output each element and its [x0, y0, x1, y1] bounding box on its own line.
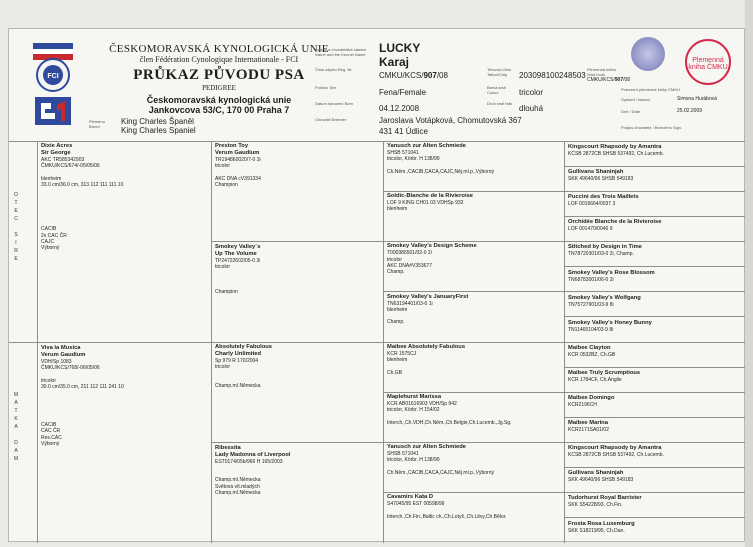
pedigree-line: Champ. [387, 269, 405, 276]
issued-value: Simona Hurábová [677, 96, 718, 102]
ancestor-name: Gullivans Shaninjah [568, 470, 624, 477]
dob-label: Datum narození Born [315, 101, 354, 106]
pedigree-certificate [8, 28, 745, 542]
date-label: Dne / Date [621, 109, 641, 114]
breeder-label: Chovatel Breeder [315, 117, 347, 122]
pedigree-line: SHSB 571041 [387, 150, 419, 156]
ancestor-reg: SKK S18219/95, Ch.Dan. [568, 527, 625, 534]
pedigree-line: Champ.mI.Německa [215, 489, 261, 496]
pedigree-line: LOF 9 KING CH01 03 VDHSp 932 [387, 200, 464, 207]
dam-cell: Viva la Musica Verum Gaudium VDH/Sp 1083 ČMKU/KCS/768/-06/05/06 tricolor 30.0 cm/35.0 cm, 211 112 111 241 10 CACIB CAC ČR Res.CAC Výborný [39, 343, 209, 543]
ancestor-name: Maibee Domingo [568, 395, 615, 401]
ancestor-cell [566, 191, 744, 216]
ancestor-reg: SKK 49640/96 SHSB 549183 [568, 176, 634, 183]
grandparent-name-2: Up The Volume [215, 250, 257, 257]
ancestor-cell [566, 166, 744, 191]
pedigree-line: Interch.,Ch.Fin.,Baltic ch.,Ch.Lotyš.,Ch.Litvy,Ch.Bělor. [387, 513, 507, 520]
pedigree-line: Interch.,Ch.VDH,Ch.Něm.,Ch.Belgie,Ch.Lucemb.,Jg.Sg. [387, 419, 512, 426]
book-prefix: CMKU/KCS/ [587, 77, 615, 83]
reg-prefix: CMKU/KCS/ [379, 71, 424, 80]
grandparent-name-1: Ribessita [215, 444, 241, 451]
pedigree-line: T000386501/02-0 2i [387, 250, 432, 257]
ancestor-cell [566, 417, 744, 442]
great-grandparent-name: Smokey Valley's JanuaryFirst [387, 293, 469, 300]
ancestor-name: Stitched by Design in Time [568, 244, 642, 251]
ancestor-name: Kingscourt Rhapsody by Amantra [568, 144, 662, 150]
ancestor-name: Frosta Rosa Luxemburg [568, 520, 635, 527]
pedigree-line: AKC DNA cV391334 [215, 175, 261, 182]
ancestor-reg: KCR2171SA01/02 [568, 427, 609, 434]
document-title: PRŮKAZ PŮVODU PSA [133, 67, 305, 83]
sex-value: Fena/Female [379, 88, 427, 97]
breed-value [121, 117, 196, 135]
dam-name-2: Verum Gaudium [41, 352, 86, 358]
great-grandparent-name: Yanusch zur Alten Schmiede [387, 143, 467, 149]
ancestor-reg: TN75727901/03-9 8i [568, 301, 614, 308]
ancestor-cell [566, 442, 744, 467]
dob-value: 04.12.2008 [379, 104, 420, 113]
grandparent-name-2: Verum Gaudium [215, 150, 260, 156]
grandparent-cell [213, 443, 381, 543]
pedigree-line: blenheim [387, 306, 408, 313]
ancestor-name: Orchidée Blanche de la Rivieroise [568, 219, 662, 226]
breed-label: Plemeno Breed [89, 119, 105, 129]
pedigree-line: tricolor, Körbr. H 138/99 [387, 156, 440, 163]
ancestor-cell [566, 141, 744, 166]
ancestor-cell [566, 216, 744, 241]
ancestor-name: Smokey Valley's Honey Bunny [568, 319, 652, 326]
pedigree-line: tricolor, Körbr. H 154/02 [387, 407, 440, 414]
pedigree-line: Champion [215, 182, 238, 189]
reg-suffix: /08 [436, 71, 448, 80]
dam-name-1: Viva la Musica [41, 345, 81, 351]
reg-bold: 907 [423, 71, 437, 80]
pedigree-line: S47045/95 EST 00598/99 [387, 501, 445, 508]
ancestor-reg: LOF 001470/0046 9 [568, 226, 613, 233]
pedigree-line: Champion [215, 288, 238, 295]
svg-text:FCI: FCI [47, 73, 59, 80]
ancestor-reg: KCR 0532BZ, Ch.GB [568, 351, 616, 358]
grandparent-name-1: Preston Toy [215, 143, 249, 149]
breed-en: King Charles Spaniel [121, 126, 196, 135]
colour-label: Barva srsti Colour [487, 85, 506, 95]
ancestor-name: Maibee Clayton [568, 344, 611, 351]
pedigree-line: tricolor [387, 256, 403, 263]
pedigree-line: Champ.mI.Německa [215, 477, 261, 484]
grandparent-cell [213, 342, 381, 442]
issued-label: Vystavil / Issued [621, 97, 650, 102]
sire-cell: Dixie Acres Sir George AKC TR585342903 ČMKU/KCS/674/-05/05/06 blenheim 33.0 cm/36.0 cm, 313 112 111 111 10 CACIB 2x CAC ČR CAJC Výborný [39, 141, 209, 341]
coat-value: dlouhá [519, 104, 544, 113]
book-bold: 907 [614, 77, 624, 83]
ancestor-name: Tudorhurst Royal Barrister [568, 495, 642, 502]
pedigree-line: Ch.Něm.,CACIB,CACA,CAJC,Něj.ml.p.,Výborný [387, 168, 494, 175]
org-address-name: Českomoravská kynologická unie [146, 95, 292, 105]
dam-side-label: M A T K A D A M [13, 392, 19, 462]
pedigree-line: tricolor, Körbr. H 138/99 [387, 457, 440, 464]
cmku-fci-logo-icon [29, 43, 77, 133]
pedigree-line: TP24722602/05-0 3i [215, 257, 261, 264]
ancestor-name: Gullivans Shaninjah [568, 169, 624, 176]
dog-name: LUCKY [379, 41, 421, 55]
org-address-street: Jankovcova 53/C, 170 00 Praha 7 [148, 105, 290, 115]
reg-number [379, 71, 448, 80]
stamp-text: Plemenná kniha ČMKU [688, 57, 728, 71]
ancestor-cell [566, 292, 744, 317]
ancestor-reg: KCR2196CH [568, 402, 597, 408]
pedigree-line: tricolor [215, 364, 231, 371]
great-grandparent-cell [385, 241, 562, 291]
stud-book-number [587, 77, 630, 83]
ancestor-name: Smokey Valley's Wolfgang [568, 294, 641, 301]
ancestor-reg: SKK S54228/93, Ch.Fin. [568, 502, 623, 509]
breed-cz: King Charles Španěl [121, 117, 194, 126]
ancestor-reg: LOF 0016664/0037 3 [568, 201, 616, 208]
scan-edge [745, 0, 753, 547]
breeder-sign-label: Podpis chovatele / Breeder's Sign. [621, 125, 683, 130]
ancestor-reg: SKK 49640/96 SHSB 549183 [568, 477, 634, 484]
pedigree-line: blenheim [387, 206, 408, 213]
pedigree-line: Champ.mI.Německa [215, 383, 261, 390]
pedigree-line: AKC DNA#V353677 [387, 262, 433, 269]
pedigree-line: TR194860020/7-0 3i [215, 157, 261, 163]
colour-value: tricolor [519, 88, 544, 97]
ancestor-cell [566, 492, 744, 517]
keeper-label: Potvrzení plemenné knihy ČMKU [621, 87, 680, 92]
pedigree-line: KCR AB01616903 VDH/Sp 942 [387, 401, 457, 407]
org-membership: člen Fédération Cynologique Internationale - FCI [139, 55, 299, 64]
pedigree-line: Champ. [387, 319, 405, 326]
pedigree-line: SHSB 571041 [387, 451, 419, 458]
grandparent-name-1: Absolutely Fabulous [215, 344, 273, 350]
great-grandparent-name: Smokey Valley's Design Scheme [387, 243, 477, 250]
book-suffix: /08 [623, 77, 631, 83]
document-subtitle: PEDIGREE [202, 84, 236, 92]
ancestor-cell [566, 342, 744, 367]
ancestor-cell [566, 467, 744, 492]
great-grandparent-name: Cavamirs Kata D [387, 494, 434, 501]
ancestor-name: Smokey Valley's Rose Blossom [568, 269, 655, 276]
grandparent-cell [213, 141, 381, 241]
sire-name-1: Dixie Acres [41, 143, 73, 149]
ancestor-cell [566, 392, 744, 417]
pedigree-line: Sp 979 R 170/2004 [215, 358, 259, 364]
chip-label: Tetovací číslo Tattoo/Chip [487, 67, 512, 77]
sire-side-label: O T E C S I R E [14, 192, 18, 262]
pedigree-line: EST0174/05b/966 H 165/2003 [215, 458, 283, 465]
pedigree-line: KCR 1575CJ [387, 350, 417, 357]
great-grandparent-cell [385, 141, 562, 191]
great-grandparent-cell [385, 442, 562, 492]
pedigree-line: TN63194401/03-0 1i [387, 300, 433, 307]
stud-book-stamp [685, 39, 731, 85]
ancestor-name: Puccini des Trois Maillets [568, 194, 639, 201]
great-grandparent-name: Maibee Absolutely Fabulous [387, 343, 466, 350]
date-value: 25.02.2009 [677, 108, 703, 114]
kennel-name: Karaj [379, 55, 410, 69]
breeder-address-2: 431 41 Údlice [379, 127, 428, 136]
ancestor-reg: TN78720301/03-0 2i, Champ. [568, 251, 634, 258]
name-label: Jméno a chovatelská stanice Name and the Kennel Name [315, 47, 367, 57]
great-grandparent-cell [385, 292, 562, 342]
ancestor-reg: TN11465104/03-9 8i [568, 326, 614, 333]
ancestor-reg: KCSB 2872CB SHSB 537492, Ch.Lucemb. [568, 151, 664, 157]
ancestor-cell [566, 317, 744, 342]
grandparent-name-2: Charly Unlimited [215, 351, 262, 357]
great-grandparent-cell [385, 342, 562, 392]
pedigree-line: tricolor [215, 263, 231, 270]
sex-label: Pohlaví Sex [315, 85, 337, 90]
hologram-seal-icon [631, 37, 665, 71]
ancestor-cell [566, 241, 744, 266]
org-name: ČESKOMORAVSKÁ KYNOLOGICKÁ UNIE [109, 43, 329, 55]
grandparent-name-2: Lady Madonna of Liverpool [215, 451, 291, 458]
pedigree-line: blenheim [387, 357, 408, 364]
sire-name-2: Sir George [41, 150, 71, 156]
great-grandparent-name: Maplehurst Marissa [387, 394, 442, 400]
pedigree-line: Světová vít.mladých [215, 483, 260, 490]
ancestor-name: Kingscourt Rhapsody by Amantra [568, 445, 662, 452]
ancestor-cell [566, 518, 744, 543]
coat-label: Druh srsti Hair [487, 101, 513, 106]
breeder-address-1: Jaroslava Votápková, Chomutovská 367 [379, 116, 522, 125]
pedigree-line: Ch.Něm.,CACIB,CACA,CAJC,Něj.ml.p.,Výborný [387, 470, 494, 477]
pedigree-line: Ch.GB [387, 369, 403, 376]
organization-block [99, 43, 339, 115]
reg-label: Číslo zápisu Reg. Nr. [315, 67, 353, 72]
great-grandparent-name: Yanusch zur Alten Schmiede [387, 444, 467, 451]
grandparent-name-1: Smokey Valley`s [215, 243, 261, 250]
great-grandparent-cell [385, 191, 562, 241]
ancestor-cell [566, 267, 744, 292]
chip-value: 203098100248503 [519, 71, 586, 80]
ancestor-reg: KCSB 2872CB SHSB 537492, Ch.Lucemb. [568, 452, 664, 459]
certificate-header [9, 29, 746, 137]
great-grandparent-cell [385, 492, 562, 542]
great-grandparent-name: Soldic-Blanche de la Rivieroise [387, 193, 474, 200]
ancestor-reg: TN68783001/06-0 2i [568, 276, 614, 283]
ancestor-name: Maibee Marina [568, 420, 608, 427]
stud-book-label: Plemenná kniha Stud book [587, 67, 616, 77]
great-grandparent-cell [385, 392, 562, 442]
pedigree-line: tricolor [215, 163, 231, 170]
ancestor-reg: KCR 1784CF, Ch.Anglie [568, 376, 622, 383]
ancestor-name: Maibee Truly Scrumptious [568, 369, 641, 376]
grandparent-cell [213, 242, 381, 342]
pedigree-grid [9, 141, 746, 543]
ancestor-cell [566, 367, 744, 392]
